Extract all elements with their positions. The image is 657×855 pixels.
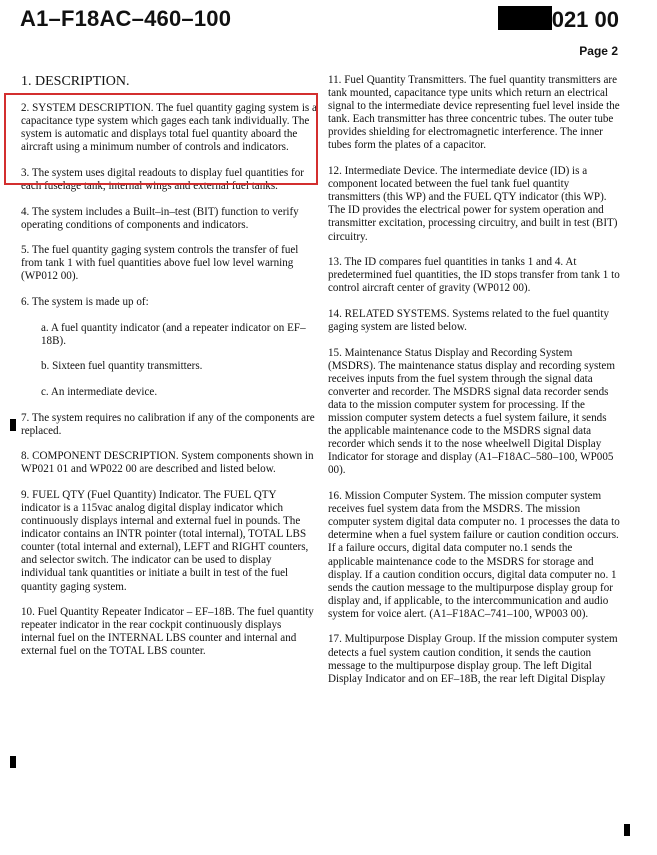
paragraph-7: 7. The system requires no calibration if any of the components are replaced.: [21, 411, 315, 437]
paragraph-15: 15. Maintenance Status Display and Recording System (MSDRS). The maintenance status display and recording system receives inputs from the fuel system through the signal data converter and recorder. The MSDRS signal data recorder sends data to the mission computer system for processing. If the mission computer system detects a fuel system failure, it sends the applicable maintenance code to the MSDRS signal data recorder which sends it to the nose wheelwell Digital Display Indicator for storage and display (A1–F18AC–580–100, WP005 00).: [328, 346, 615, 477]
paragraph-11: 11. Fuel Quantity Transmitters. The fuel quantity transmitters are tank mounted, capacitance type units which return an electrical signal to the intermediate device representing fuel level inside the tank. Each transmitter has three concentric tubes. The outer tube provides shielding for electromagnetic interference. The inner tubes form the plates of a capacitor.: [328, 74, 620, 152]
paragraph-10: 10. Fuel Quantity Repeater Indicator – EF–18B. The fuel quantity repeater indicator in the rear cockpit continuously displays internal fuel on the INTERNAL LBS counter and internal and external fuel on the TOTAL LBS counter.: [21, 606, 314, 658]
change-bar: [10, 756, 16, 768]
paragraph-17: 17. Multipurpose Display Group. If the mission computer system detects a fuel system caution condition, it sends the caution message to the multipurpose display group. The left Digital Display Indicator and on EF–18B, the rear left Digital Display: [328, 633, 618, 685]
list-item-c: c. An intermediate device.: [41, 385, 158, 398]
redaction-block: [498, 6, 552, 30]
paragraph-6: 6. The system is made up of:: [21, 296, 149, 309]
document-id: A1–F18AC–460–100: [20, 6, 232, 31]
highlight-box: [4, 93, 318, 185]
paragraph-3: 3. The system uses digital readouts to display fuel quantities for each fuselage tank, internal wings and external fuel tanks.: [21, 166, 304, 192]
change-bar: [624, 824, 630, 836]
paragraph-14: 14. RELATED SYSTEMS. Systems related to the fuel quantity gaging system are listed below.: [328, 307, 610, 333]
work-package-number: [498, 6, 619, 33]
paragraph-4: 4. The system includes a Built–in–test (BIT) function to verify operating conditions of components and indicators.: [21, 205, 299, 231]
section-heading-description: 1. DESCRIPTION.: [21, 74, 130, 89]
change-bar: [10, 419, 16, 431]
paragraph-12: 12. Intermediate Device. The intermediate device (ID) is a component located between the fuel tank fuel quantity transmitters (this WP) and the FUEL QTY indicator (this WP). The ID provides the electrical power for system operation and transmitter excitation, processing circuitry, and built in test (BIT) circuitry.: [328, 165, 618, 243]
list-item-b: b. Sixteen fuel quantity transmitters.: [41, 360, 203, 373]
paragraph-8: 8. COMPONENT DESCRIPTION. System components shown in WP021 01 and WP022 00 are described and listed below.: [21, 450, 314, 476]
paragraph-9: 9. FUEL QTY (Fuel Quantity) Indicator. The FUEL QTY indicator is a 115vac analog digital display indicator which continuously displays internal and external fuel in pounds. The indicator contains an INTR pointer (total internal), TOTAL LBS counter (total internal and external), LEFT and RIGHT counters, and selector switch. The indicator can be used to display individual tank quantities or initiate a built in test of the fuel quantity gaging system.: [21, 488, 309, 593]
wp-number-text: 021 00: [551, 7, 619, 32]
paragraph-16: 16. Mission Computer System. The mission computer system receives fuel system data from the MSDRS. The mission computer system digital data computer no. 1 processes the data to determine when a fuel system failure or caution condition occurs. If a failure occurs, digital data computer no.1 sends the applicable maintenance code to the MSDRS for storage and display. If a caution condition occurs, digital data computer no. 1 sends the caution message to the multipurpose display group for display and, if applicable, to the intercommunication and audio system for voice alert. (A1–F18AC–741–100, WP003 00).: [328, 490, 620, 620]
right-column: [328, 74, 620, 698]
paragraph-5: 5. The fuel quantity gaging system controls the transfer of fuel from tank 1 with fuel quantities above fuel low level warning (WP012 00).: [21, 244, 299, 283]
page-number: Page 2: [579, 44, 618, 58]
paragraph-13: 13. The ID compares fuel quantities in tanks 1 and 4. At predetermined fuel quantities, the ID stops transfer from tank 1 to control aircraft center of gravity (WP012 00).: [328, 256, 620, 295]
paragraph-2: 2. SYSTEM DESCRIPTION. The fuel quantity gaging system is a capacitance type system which gages each tank individually. The system is automatic and displays total fuel quantity aboard the aircraft using a minimum number of controls and indicators.: [21, 102, 317, 154]
list-item-a: a. A fuel quantity indicator (and a repeater indicator on EF–18B).: [41, 321, 306, 347]
